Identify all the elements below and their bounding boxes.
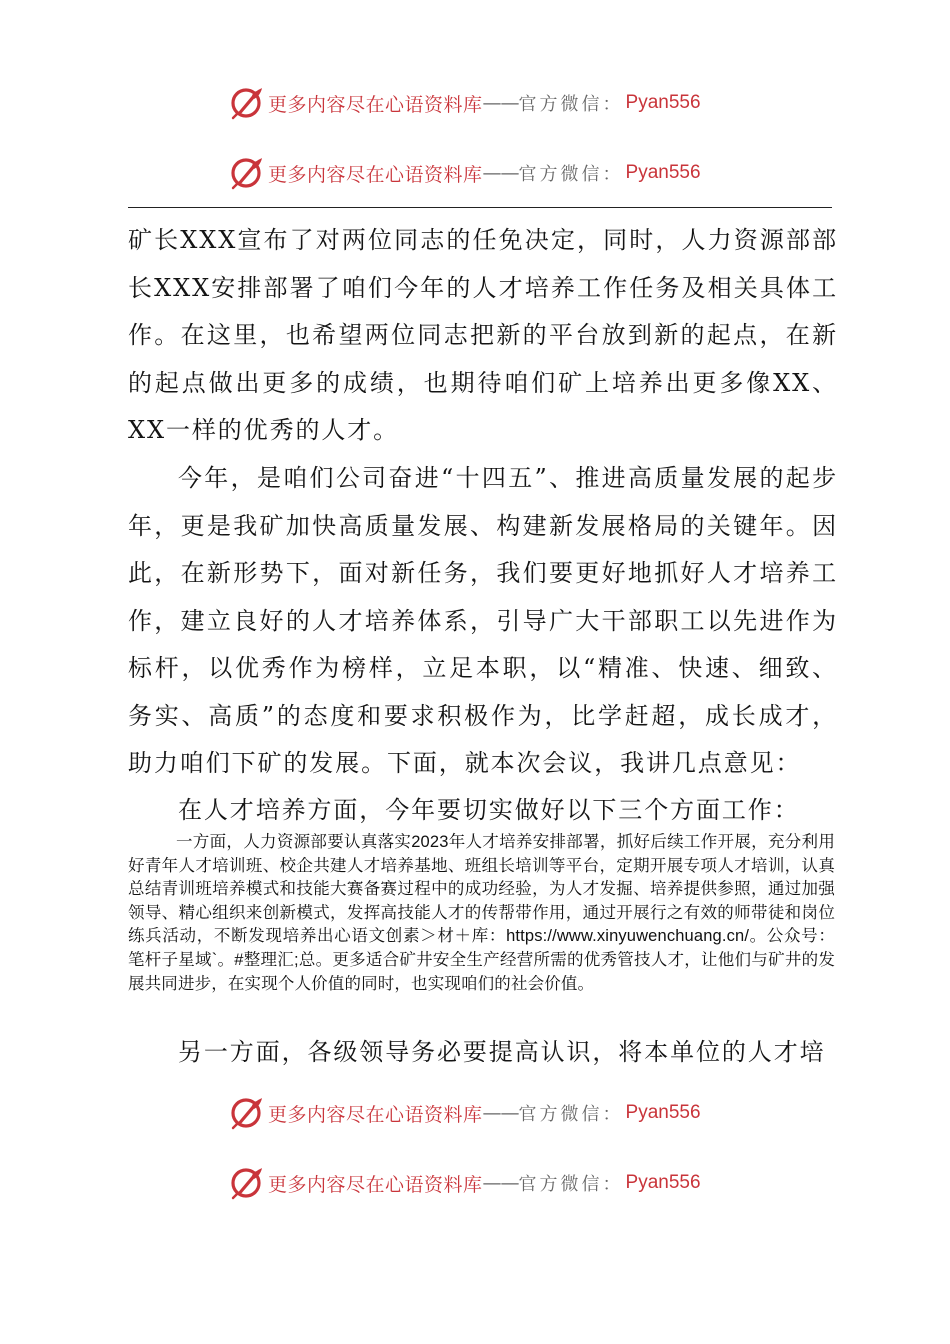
watermark-banner-bottom-2 bbox=[228, 1163, 728, 1203]
watermark-brand-text: 更多内容尽在心语资料库 bbox=[268, 93, 483, 116]
watermark-dash: —— bbox=[482, 1172, 519, 1194]
watermark-brand-text: 更多内容尽在心语资料库 bbox=[268, 1173, 483, 1196]
paragraph-appointment: 矿长XXX宣布了对两位同志的任免决定，同时，人力资源部部长XXX安排部署了咱们今年的人才培养工作任务及相关具体工作。在这里，也希望两位同志把新的平台放到新的起点，在新的起点做出更多的成绩，也期待咱们矿上培养出更多像XX、XX一样的优秀的人才。 bbox=[128, 226, 838, 444]
watermark-wechat-id: Pyan556 bbox=[625, 92, 701, 113]
paragraph-first-aspect: 一方面，人力资源部要认真落实2023年人才培养安排部署，抓好后续工作开展，充分利用好青年人才培训班、校企共建人才培养基地、班组长培训等平台，定期开展专项人才培训，认真总结青训班培养模式和技能大赛备赛过程中的成功经验，为人才发掘、培养提供参照，通过加强领导、精心组织来创新模式，发挥高技能人才的传帮带作用，通过开展行之有效的师带徒和岗位练兵活动，不断发现培养出心语文创素＞材＋库：https://www.xinyuwenchuang.cn/。公众号：笔杆子星域`。#整理汇;总。更多适合矿井安全生产经营所需的优秀管技人才，让他们与矿井的发展共同进步，在实现个人价值的同时，也实现咱们的社会价值。 bbox=[128, 833, 835, 993]
quill-logo-icon bbox=[228, 1165, 264, 1201]
watermark-official-label: 官方微信： bbox=[518, 1104, 624, 1125]
watermark-banner-top-1 bbox=[228, 83, 728, 123]
watermark-wechat-id: Pyan556 bbox=[625, 1102, 701, 1123]
watermark-wechat-id: Pyan556 bbox=[625, 162, 701, 183]
watermark-dash: —— bbox=[482, 92, 519, 114]
paragraph-second-aspect: 另一方面，各级领导务必要提高认识，将本单位的人才培 bbox=[178, 1038, 826, 1066]
watermark-banner-bottom-1 bbox=[228, 1093, 728, 1133]
quill-logo-icon bbox=[228, 155, 264, 191]
watermark-official-label: 官方微信： bbox=[518, 164, 624, 185]
quill-logo-icon bbox=[228, 85, 264, 121]
quill-logo-icon bbox=[228, 1095, 264, 1131]
watermark-wechat-id: Pyan556 bbox=[625, 1172, 701, 1193]
watermark-dash: —— bbox=[482, 1102, 519, 1124]
watermark-dash: —— bbox=[482, 162, 519, 184]
paragraph-talent-intro: 在人才培养方面，今年要切实做好以下三个方面工作： bbox=[178, 796, 800, 824]
header-divider bbox=[128, 207, 832, 208]
watermark-banner-top-2 bbox=[228, 153, 728, 193]
watermark-brand-text: 更多内容尽在心语资料库 bbox=[268, 163, 483, 186]
watermark-brand-text: 更多内容尽在心语资料库 bbox=[268, 1103, 483, 1126]
watermark-official-label: 官方微信： bbox=[518, 94, 624, 115]
paragraph-annual-goals: 今年，是咱们公司奋进“十四五”、推进高质量发展的起步年，更是我矿加快高质量发展、构建新发展格局的关键年。因此，在新形势下，面对新任务，我们要更好地抓好人才培养工作，建立良好的人才培养体系，引导广大干部职工以先进作为标杆，以优秀作为榜样，立足本职，以“精准、快速、细致、务实、高质”的态度和要求积极作为，比学赶超，成长成才，助力咱们下矿的发展。下面，就本次会议，我讲几点意见： bbox=[128, 464, 838, 777]
watermark-official-label: 官方微信： bbox=[518, 1174, 624, 1195]
